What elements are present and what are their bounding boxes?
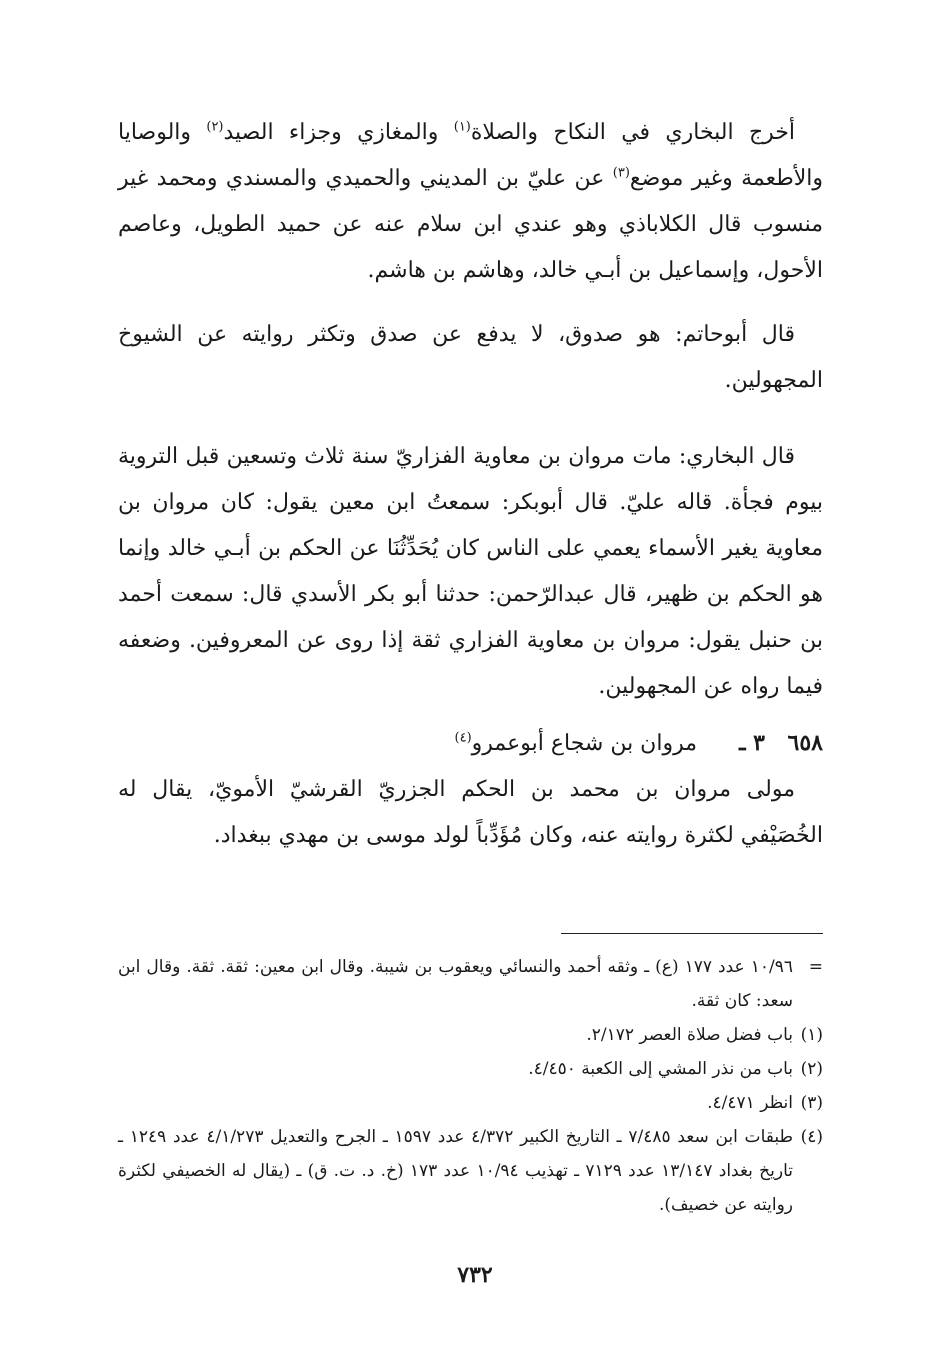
footnote-continuation — [118, 950, 823, 1018]
text-segment: والمغازي وجزاء الصيد — [223, 120, 454, 145]
text-segment: والوصايا والأطعمة وغير موضع — [118, 120, 823, 191]
paragraph-bukhari-narrations — [118, 110, 823, 294]
footnote-ref-4[interactable]: (٤) — [454, 730, 472, 746]
footnote-ref-2[interactable]: (٢) — [206, 119, 224, 135]
footnote-text: انظر ٤/٤٧١. — [707, 1093, 793, 1113]
footnote-text: باب من نذر المشي إلى الكعبة ٤/٤٥٠. — [528, 1059, 793, 1079]
page-number: ٧٣٢ — [457, 1262, 493, 1288]
paragraph-marwan-bio: مولى مروان بن محمد بن الحكم الجزريّ القرشيّ الأمويّ، يقال له الخُصَيْفي لكثرة روايته عنه، وكان مُؤَدِّباً لولد موسى بن مهدي ببغداد. — [118, 777, 823, 848]
entry-heading — [118, 720, 823, 767]
paragraph-bukhari-death: قال البخاري: مات مروان بن معاوية الفزاريّ سنة ثلاث وتسعين قبل التروية بيوم فجأة. قاله عليّ. قال أبوبكر: سمعتُ ابن معين يقول: كان مروان بن معاوية يغير الأسماء يعمي على الناس كان يُحَدِّثُنَا عن الحكم بن أبـي خالد وإنما هو الحكم بن ظهير، قال عبدالرّحمن: حدثنا أبو بكر الأسدي قال: سمعت أحمد بن حنبل يقول: مروان بن معاوية الفزاري ثقة إذا روى عن المعروفين. وضعفه فيما رواه عن المجهولين. — [118, 444, 823, 699]
footnote-ref-3[interactable]: (٣) — [612, 165, 630, 181]
entry-subnumber: ٣ ـ — [739, 730, 765, 756]
footnote-marker: (٣) — [800, 1093, 823, 1113]
footnote-marker: (٤) — [800, 1127, 823, 1147]
entry-number: ٦٥٨ — [787, 730, 823, 756]
footnotes-section — [118, 950, 823, 1222]
footnote-2 — [118, 1052, 823, 1086]
footnote-ref-1[interactable]: (١) — [453, 119, 471, 135]
footnote-marker: (١) — [800, 1025, 823, 1045]
footnote-3 — [118, 1086, 823, 1120]
text-segment: عن عليّ بن المديني والحميدي والمسندي ومحمد غير منسوب قال الكلاباذي وهو عندي ابن سلام عنه عن حميد الطويل، وعاصم الأحول، وإسماعيل بن أبـي خالد، وهاشم بن هاشم. — [118, 166, 823, 283]
footnote-marker: = — [808, 957, 823, 977]
text-segment: أخرج البخاري في النكاح والصلاة — [470, 120, 796, 145]
footnote-text: طبقات ابن سعد ٧/٤٨٥ ـ التاريخ الكبير ٤/٣٧٢ عدد ١٥٩٧ ـ الجرح والتعديل ٤/١/٢٧٣ عدد ١٢٤٩ ـ تاريخ بغداد ١٣/١٤٧ عدد ٧١٢٩ ـ تهذيب ١٠/٩٤ عدد ١٧٣ (خ. د. ت. ق) ـ (يقال له الخصيفي لكثرة روايته عن خصيف). — [118, 1127, 794, 1215]
entry-title-text: مروان بن شجاع أبوعمرو — [471, 731, 697, 756]
entry-title — [455, 721, 697, 767]
main-text — [118, 110, 823, 859]
footnote-4 — [118, 1120, 823, 1222]
footnote-1 — [118, 1018, 823, 1052]
footnote-divider — [561, 933, 823, 934]
footnote-text: باب فضل صلاة العصر ٢/١٧٢. — [586, 1025, 793, 1045]
paragraph-abu-hatim: قال أبوحاتم: هو صدوق، لا يدفع عن صدق وتكثر روايته عن الشيوخ المجهولين. — [118, 322, 823, 393]
footnote-marker: (٢) — [800, 1059, 823, 1079]
footnote-text: ١٠/٩٦ عدد ١٧٧ (ع) ـ وثقه أحمد والنسائي ويعقوب بن شيبة. وقال ابن معين: ثقة. ثقة. وقال ابن سعد: كان ثقة. — [118, 957, 793, 1011]
